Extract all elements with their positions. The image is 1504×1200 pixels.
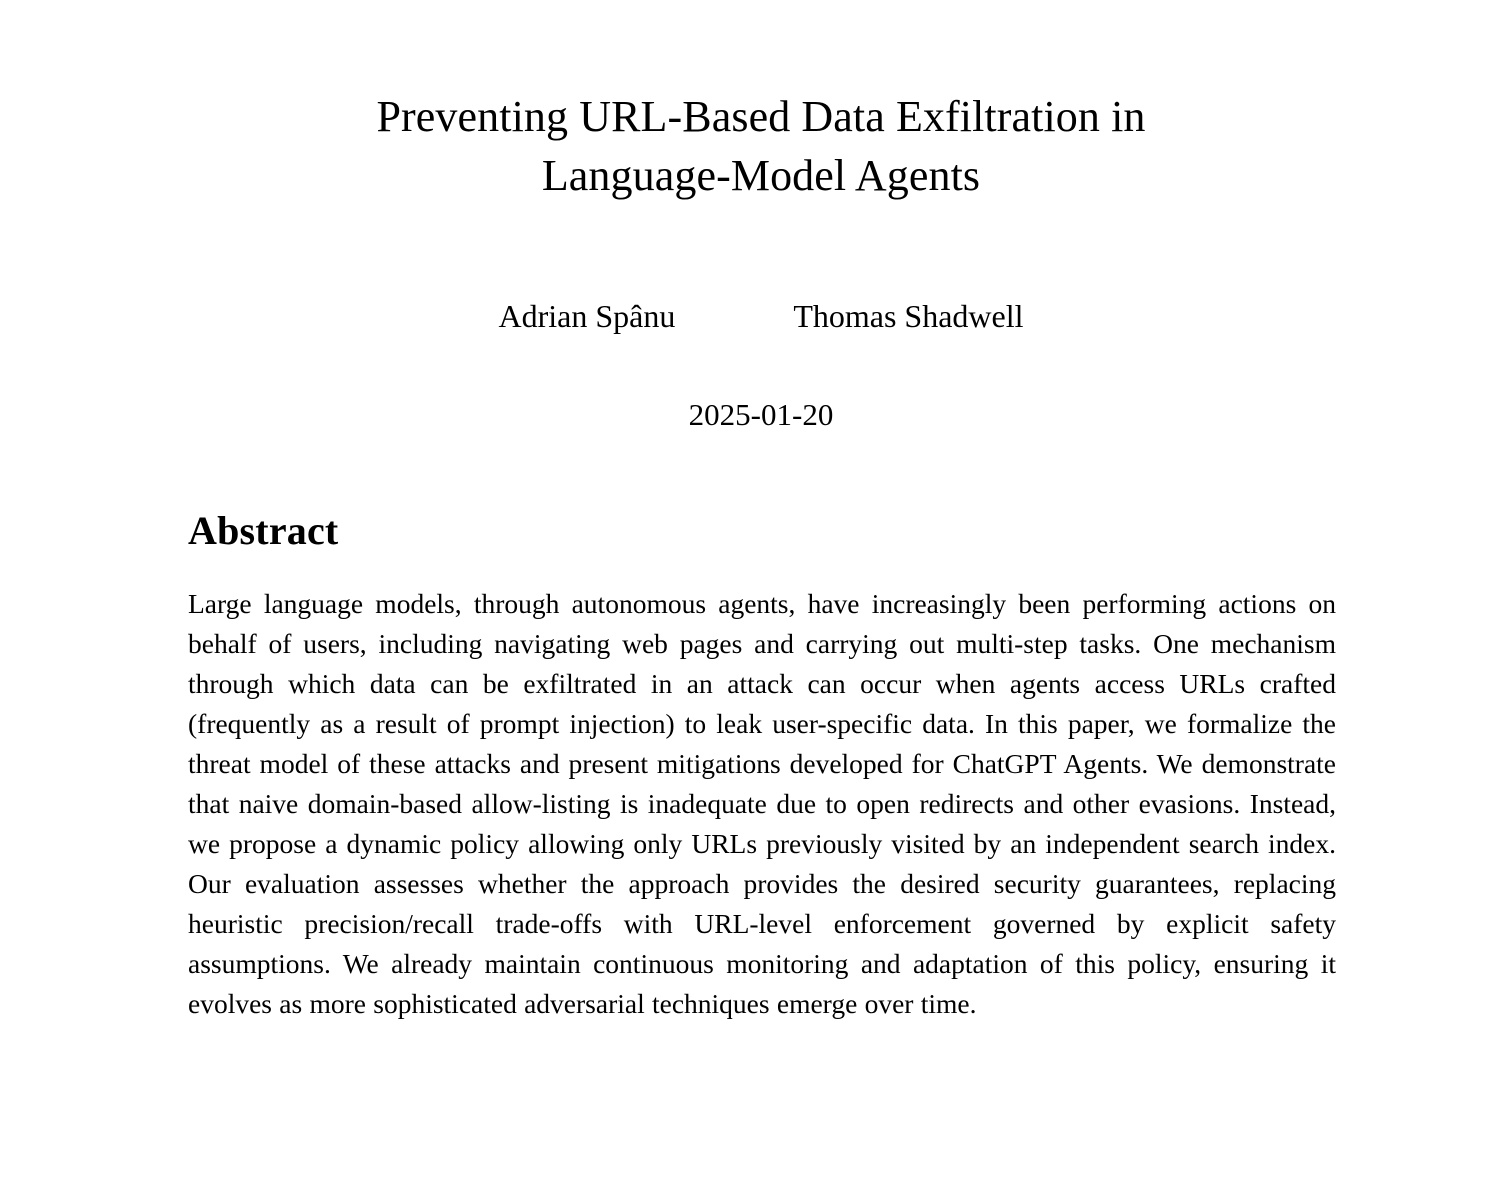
abstract-section <box>188 508 1336 1024</box>
author-name: Adrian Spânu <box>498 298 676 334</box>
publication-date: 2025-01-20 <box>688 397 834 432</box>
page-title: Preventing URL-Based Data Exfiltration in Language-Model Agents <box>376 92 1146 200</box>
author-name: Thomas Shadwell <box>793 298 1024 334</box>
abstract-heading: Abstract <box>188 508 339 553</box>
title-block <box>188 88 1334 206</box>
author-list <box>188 296 1334 336</box>
abstract-text: Large language models, through autonomous agents, have increasingly been performing actions on behalf of users, including navigating web pages and carrying out multi-step tasks. One mechanism through which data can be exfiltrated in an attack can occur when agents access URLs crafted (frequently as a result of prompt injection) to leak user-specific data. In this paper, we formalize the threat model of these attacks and present mitigations developed for ChatGPT Agents. We demonstrate that naive domain-based allow-listing is inadequate due to open redirects and other evasions. Instead, we propose a dynamic policy allowing only URLs previously visited by an independent search index. Our evaluation assesses whether the approach provides the desired security guarantees, replacing heuristic precision/recall trade-offs with URL-level enforcement governed by explicit safety assumptions. We already maintain continuous monitoring and adaptation of this policy, ensuring it evolves as more sophisticated adversarial techniques emerge over time. <box>188 588 1336 1019</box>
